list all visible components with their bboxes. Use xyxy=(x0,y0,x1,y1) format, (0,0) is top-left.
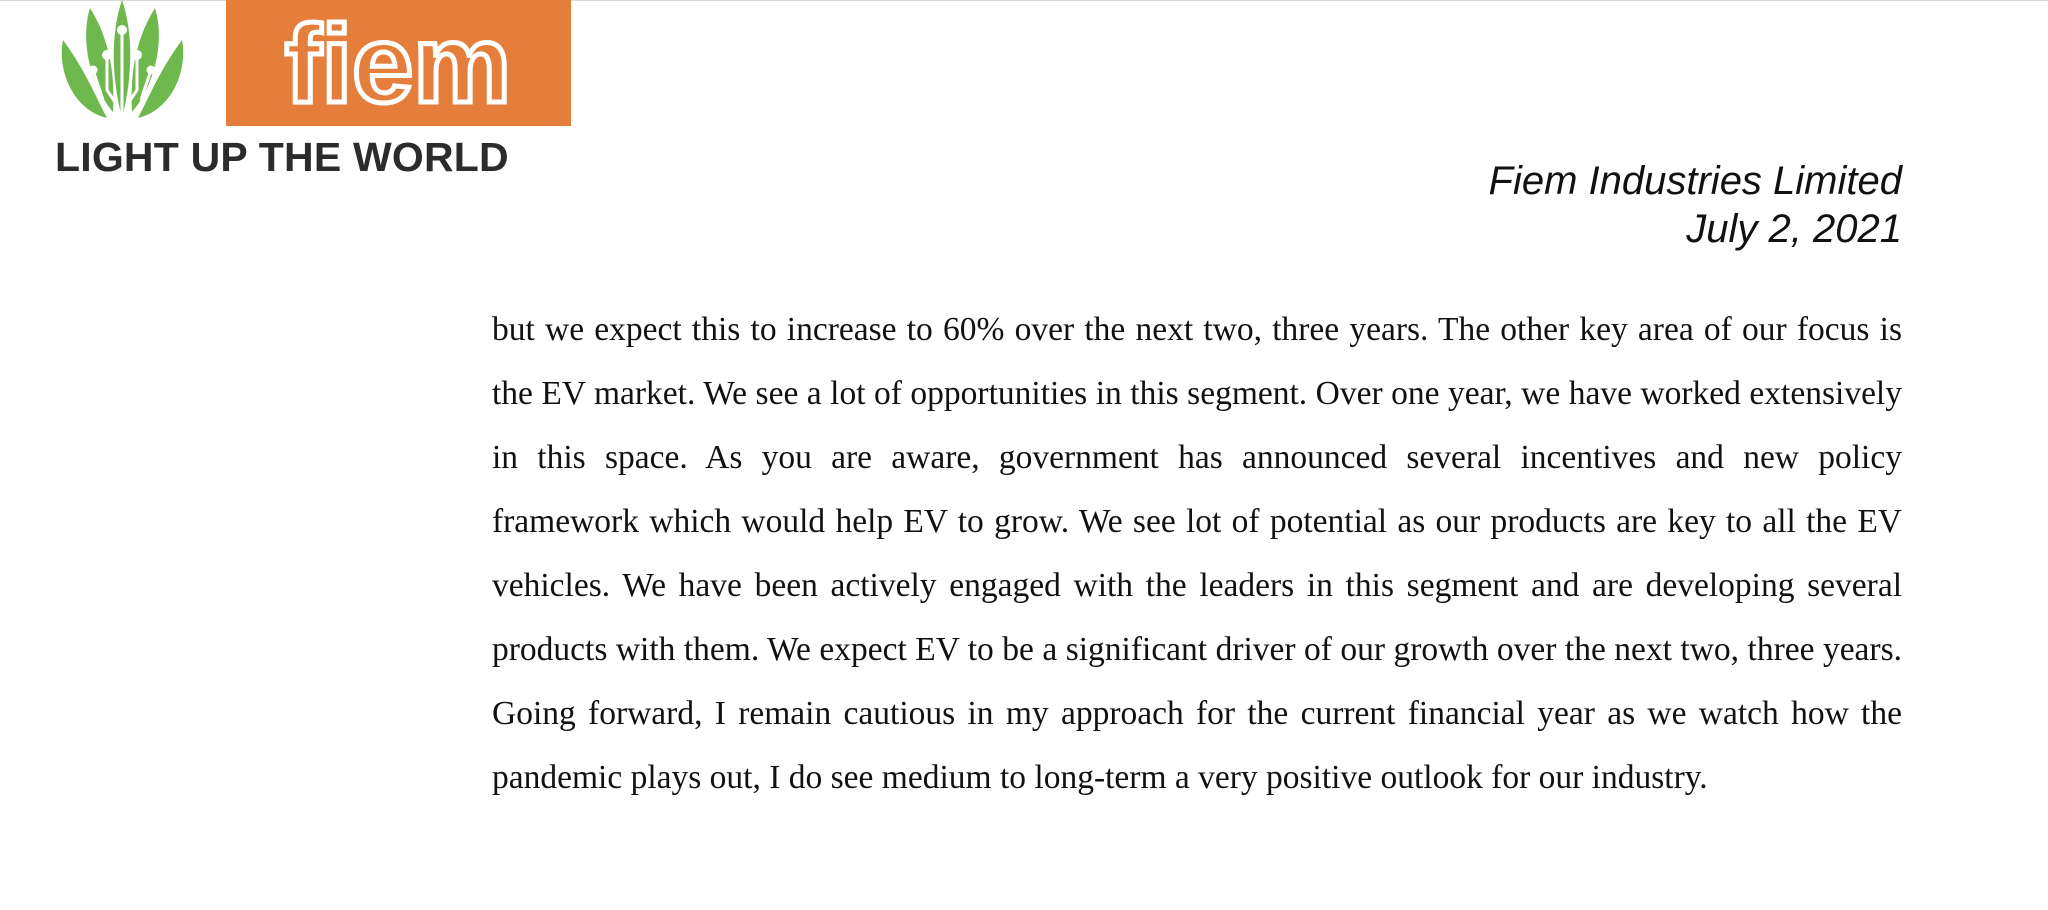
document-date: July 2, 2021 xyxy=(1686,207,1902,251)
leaf-circuit-icon xyxy=(55,0,190,125)
logo-wordmark-box xyxy=(226,0,571,126)
logo-wordmark-text: fiem xyxy=(284,3,512,126)
logo-tagline: LIGHT UP THE WORLD xyxy=(55,134,509,180)
document-header xyxy=(1489,157,1902,253)
company-name: Fiem Industries Limited xyxy=(1488,159,1902,203)
company-logo xyxy=(55,0,575,185)
logo-wordmark xyxy=(226,0,571,126)
body-paragraph: but we expect this to increase to 60% over the next two, three years. The other key area of our focus is the EV market. We see a lot of opportunities in this segment. Over one year, we have worked extensively in this space. As you are aware, government has announced several incentives and new policy framework which would help EV to grow. We see lot of potential as our products are key to all the EV vehicles. We have been actively engaged with the leaders in this segment and are developing several products with them. We expect EV to be a significant driver of our growth over the next two, three years. Going forward, I remain cautious in my approach for the current financial year as we watch how the pandemic plays out, I do see medium to long-term a very positive outlook for our industry. xyxy=(492,311,1902,796)
